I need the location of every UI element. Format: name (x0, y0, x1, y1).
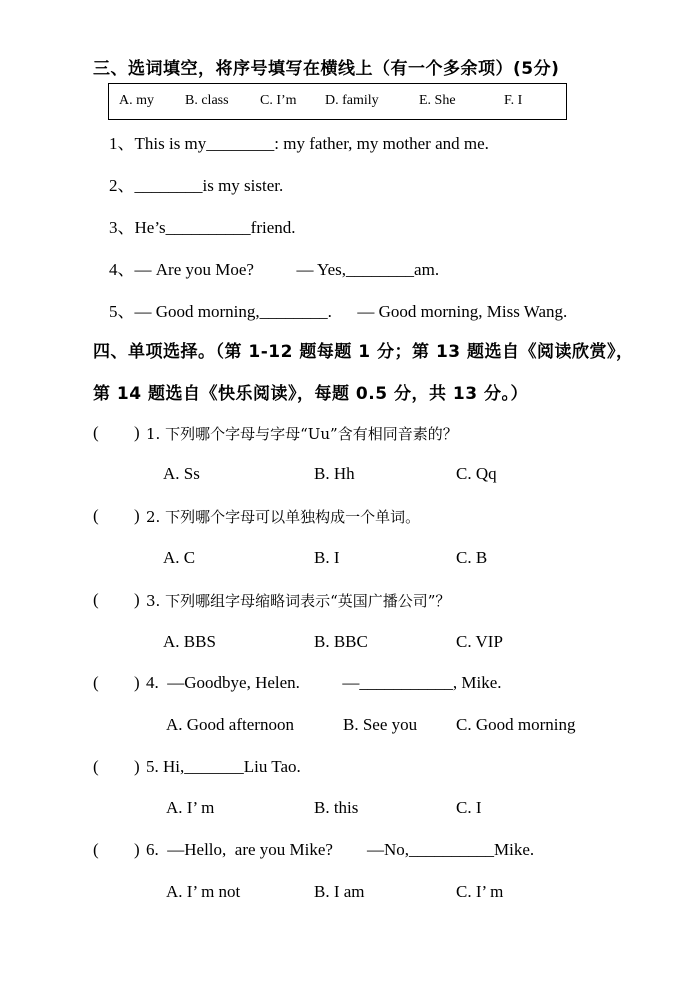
word-option-d: D. family (325, 93, 379, 108)
answer-paren-close: ) (134, 506, 140, 525)
fill-item-2: 2、________is my sister. (109, 176, 284, 195)
question-4-text: 4. —Goodbye, Helen. —___________, Mike. (146, 673, 502, 692)
fill-item-1: 1、This is my________: my father, my mother and me. (109, 134, 489, 153)
question-5-option-c: C. I (456, 798, 482, 817)
question-1-text: 1. 下列哪个字母与字母“Uu”含有相同音素的？ (146, 425, 458, 443)
question-6-text: 6. —Hello, are you Mike? —No,__________Mike. (146, 840, 535, 859)
answer-paren-close: ) (134, 757, 140, 776)
question-3-option-c: C. VIP (456, 632, 503, 651)
question-2-option-c: C. B (456, 548, 488, 567)
answer-paren-close: ) (134, 840, 140, 859)
word-option-b: B. class (185, 93, 229, 108)
answer-paren-open: ( (93, 840, 99, 859)
question-6-option-a: A. I’ m not (166, 882, 241, 901)
word-option-c: C. I’m (260, 93, 297, 108)
word-bank-box (108, 83, 567, 120)
answer-paren-open: ( (93, 673, 99, 692)
question-1-option-c: C. Qq (456, 464, 497, 483)
answer-paren-close: ) (134, 423, 140, 442)
question-2-option-b: B. I (314, 548, 340, 567)
question-5-option-b: B. this (314, 798, 359, 817)
answer-paren-close: ) (134, 673, 140, 692)
answer-paren-open: ( (93, 757, 99, 776)
answer-paren-open: ( (93, 590, 99, 609)
question-5-text: 5. Hi,_______Liu Tao. (146, 757, 301, 776)
question-4-option-c: C. Good morning (456, 715, 576, 734)
question-6-option-b: B. I am (314, 882, 365, 901)
question-1-option-a: A. Ss (163, 464, 200, 483)
question-2-text: 2. 下列哪个字母可以单独构成一个单词。 (146, 508, 421, 526)
answer-paren-open: ( (93, 506, 99, 525)
fill-item-3: 3、He’s__________friend. (109, 218, 296, 237)
section3-heading: 三、选词填空，将序号填写在横线上（有一个多余项）(5分) (93, 59, 560, 79)
fill-item-5: 5、— Good morning,________. — Good morning, Miss Wang. (109, 302, 568, 321)
section4-heading-line1: 四、单项选择。（第 1-12 题每题 1 分；第 13 题选自《阅读欣赏》， (93, 342, 634, 362)
question-4-option-a: A. Good afternoon (166, 715, 294, 734)
question-1-option-b: B. Hh (314, 464, 355, 483)
word-option-a: A. my (119, 93, 154, 108)
question-4-option-b: B. See you (343, 715, 418, 734)
fill-item-4: 4、— Are you Moe? — Yes,________am. (109, 260, 440, 279)
answer-paren-close: ) (134, 590, 140, 609)
word-option-e: E. She (419, 93, 456, 108)
word-option-f: F. I (504, 93, 523, 108)
question-3-option-b: B. BBC (314, 632, 368, 651)
answer-paren-open: ( (93, 423, 99, 442)
question-5-option-a: A. I’ m (166, 798, 215, 817)
question-6-option-c: C. I’ m (456, 882, 504, 901)
question-3-option-a: A. BBS (163, 632, 216, 651)
question-3-text: 3. 下列哪组字母缩略词表示“英国广播公司”？ (146, 592, 451, 610)
question-2-option-a: A. C (163, 548, 196, 567)
section4-heading-line2: 第 14 题选自《快乐阅读》，每题 0.5 分，共 13 分。） (93, 384, 528, 404)
